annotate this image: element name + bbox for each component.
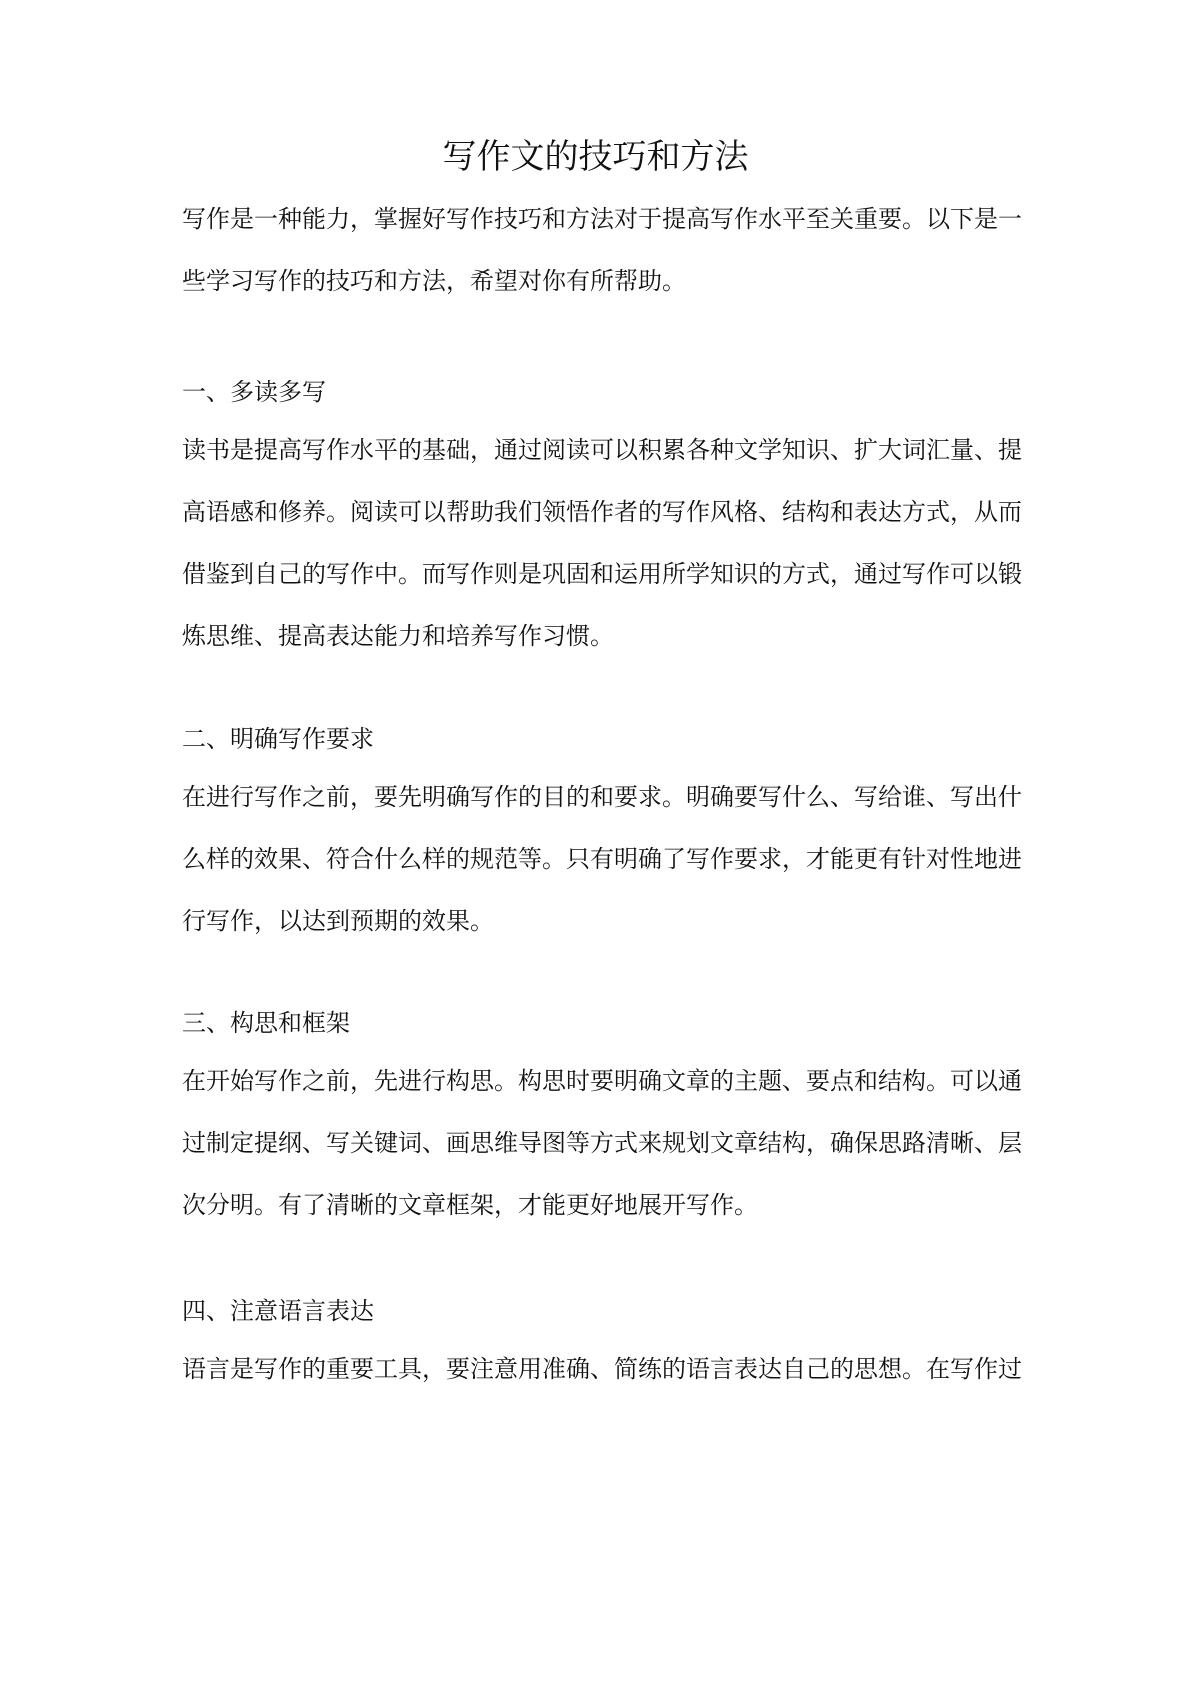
paragraph-line: 些学习写作的技巧和方法，希望对你有所帮助。 (182, 267, 686, 295)
section-heading-1: 一、多读多写 (182, 378, 326, 406)
section-paragraph-1 (182, 419, 1022, 667)
section-paragraph-4 (182, 1338, 1022, 1400)
section-heading-3: 三、构思和框架 (182, 1009, 350, 1037)
paragraph-line: 炼思维、提高表达能力和培养写作习惯。 (182, 622, 614, 650)
paragraph-line: 读书是提高写作水平的基础，通过阅读可以积累各种文学知识、扩大词汇量、提 (182, 436, 1022, 464)
section-paragraph-2 (182, 766, 1022, 952)
document-title: 写作文的技巧和方法 (442, 137, 749, 177)
paragraph-line: 过制定提纲、写关键词、画思维导图等方式来规划文章结构，确保思路清晰、层 (182, 1129, 1022, 1157)
section-paragraph-3 (182, 1050, 1022, 1236)
section-heading-4: 四、注意语言表达 (182, 1297, 374, 1325)
paragraph-line: 借鉴到自己的写作中。而写作则是巩固和运用所学知识的方式，通过写作可以锻 (182, 560, 1022, 588)
paragraph-line: 在进行写作之前，要先明确写作的目的和要求。明确要写什么、写给谁、写出什 (182, 783, 1022, 811)
paragraph-line: 高语感和修养。阅读可以帮助我们领悟作者的写作风格、结构和表达方式，从而 (182, 498, 1022, 526)
paragraph-line: 行写作，以达到预期的效果。 (182, 907, 494, 935)
paragraph-line: 么样的效果、符合什么样的规范等。只有明确了写作要求，才能更有针对性地进 (182, 845, 1022, 873)
paragraph-line: 写作是一种能力，掌握好写作技巧和方法对于提高写作水平至关重要。以下是一 (182, 205, 1022, 233)
paragraph-line: 在开始写作之前，先进行构思。构思时要明确文章的主题、要点和结构。可以通 (182, 1067, 1022, 1095)
paragraph-line: 语言是写作的重要工具，要注意用准确、简练的语言表达自己的思想。在写作过 (182, 1355, 1022, 1383)
paragraph-line: 次分明。有了清晰的文章框架，才能更好地展开写作。 (182, 1191, 758, 1219)
intro-paragraph (182, 188, 1022, 312)
section-heading-2: 二、明确写作要求 (182, 725, 374, 753)
